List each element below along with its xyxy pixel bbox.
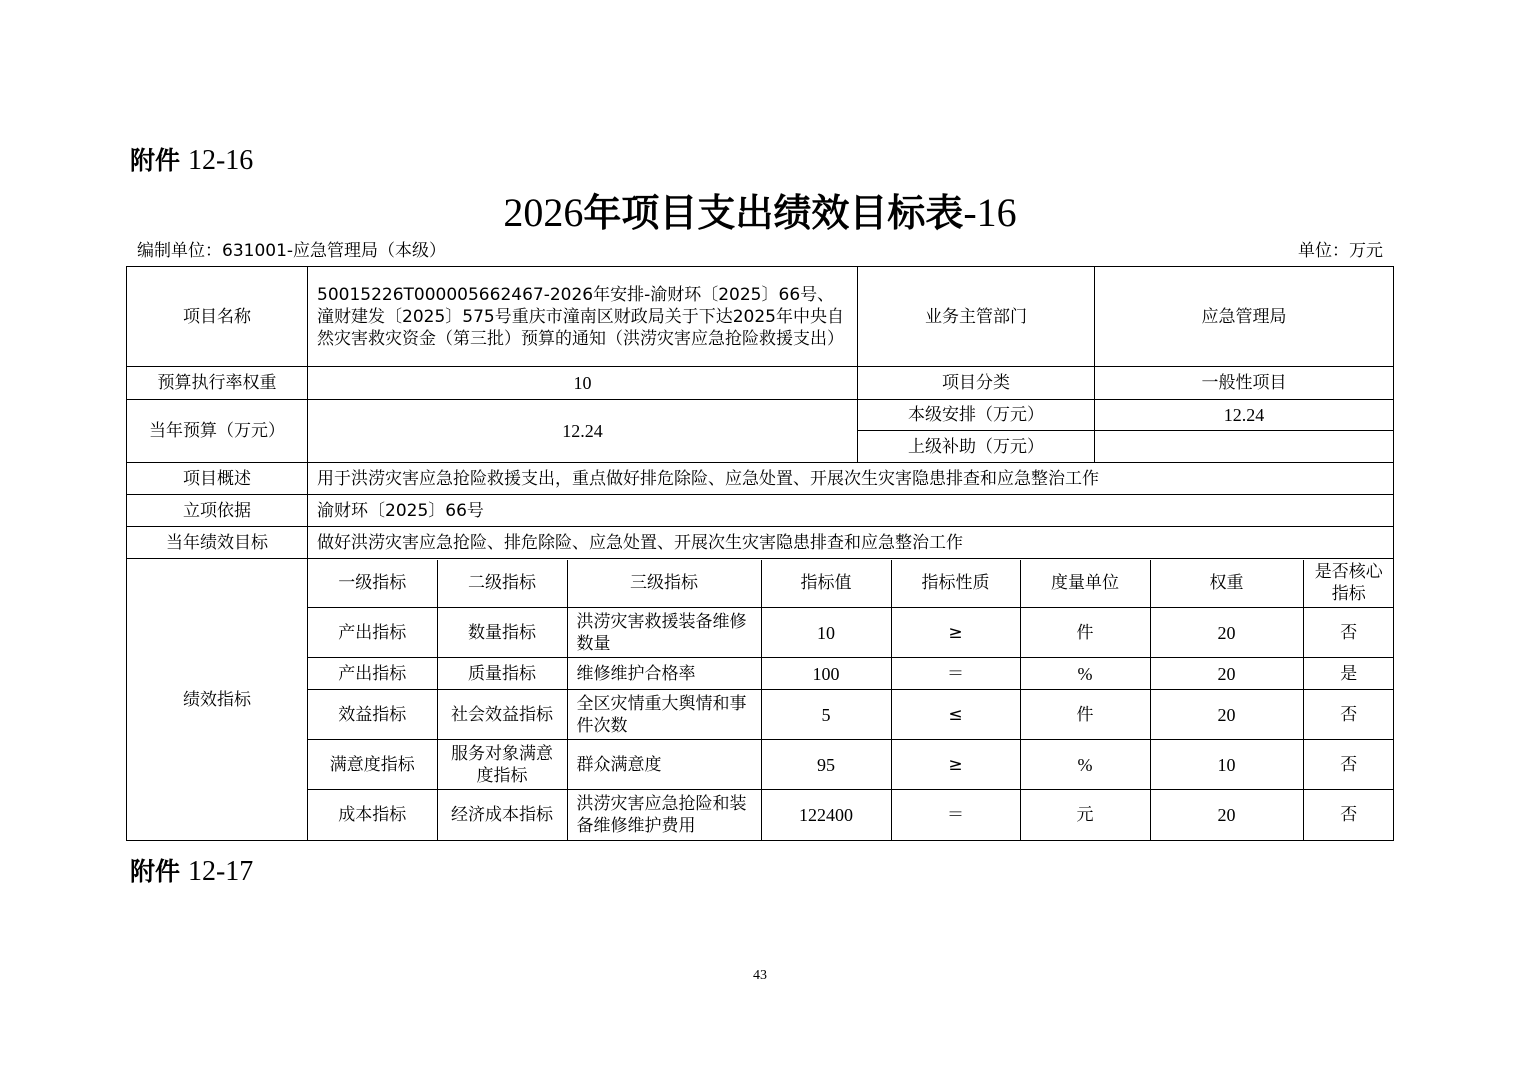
- performance-target-table: [126, 266, 1394, 841]
- category-label: 项目分类: [858, 367, 1095, 400]
- cell-level2: 服务对象满意度指标: [437, 740, 567, 790]
- title-text: 年项目支出绩效目标表: [583, 191, 964, 235]
- basis-label: 立项依据: [127, 495, 308, 527]
- header-weight: 权重: [1150, 560, 1303, 608]
- table-row: [308, 608, 1394, 658]
- cell-level3: 维修维护合格率: [567, 658, 761, 690]
- row-basis: [127, 495, 1394, 527]
- project-name-label: 项目名称: [127, 267, 308, 367]
- indicators-container: [308, 559, 1394, 841]
- dept-value: 应急管理局: [1095, 267, 1394, 367]
- cell-unit: 件: [1020, 608, 1150, 658]
- cell-unit: %: [1020, 658, 1150, 690]
- cell-level1: 满意度指标: [308, 740, 437, 790]
- cell-level2: 质量指标: [437, 658, 567, 690]
- basis-value: 渝财环〔2025〕66号: [308, 495, 1394, 527]
- superior-subsidy-label: 上级补助（万元）: [858, 431, 1095, 463]
- overview-value: 用于洪涝灾害应急抢险救援支出，重点做好排危除险、应急处置、开展次生灾害隐患排查和应急整治工作: [308, 463, 1394, 495]
- attachment-heading-bottom: [130, 857, 253, 887]
- cell-unit: 件: [1020, 690, 1150, 740]
- cell-weight: 20: [1150, 690, 1303, 740]
- table-row: [308, 658, 1394, 690]
- cell-nature: ≤: [891, 690, 1020, 740]
- cell-level2: 数量指标: [437, 608, 567, 658]
- cell-core: 否: [1303, 790, 1394, 840]
- row-overview: [127, 463, 1394, 495]
- cell-nature: ≥: [891, 740, 1020, 790]
- header-nature: 指标性质: [891, 560, 1020, 608]
- cell-weight: 20: [1150, 608, 1303, 658]
- attachment-label: 附件: [130, 146, 181, 175]
- header-level3: 三级指标: [567, 560, 761, 608]
- attachment-number: 12-16: [187, 145, 254, 176]
- indicators-header-row: [308, 560, 1394, 608]
- table-row: [308, 690, 1394, 740]
- row-annual-budget: [127, 400, 1394, 431]
- cell-nature: ＝: [891, 790, 1020, 840]
- row-budget-weight: [127, 367, 1394, 400]
- project-name-value: 50015226T000005662467-2026年安排-渝财环〔2025〕66号、潼财建发〔2025〕575号重庆市潼南区财政局关于下达2025年中央自然灾害救灾资金（第三批）预算的通知（洪涝灾害应急抢险救援支出）: [308, 267, 858, 367]
- attachment-number: 12-17: [187, 856, 254, 887]
- cell-level2: 社会效益指标: [437, 690, 567, 740]
- cell-core: 否: [1303, 740, 1394, 790]
- cell-value: 95: [761, 740, 891, 790]
- header-value: 指标值: [761, 560, 891, 608]
- category-value: 一般性项目: [1095, 367, 1394, 400]
- budget-rate-weight-value: 10: [308, 367, 858, 400]
- cell-core: 否: [1303, 690, 1394, 740]
- cell-level1: 产出指标: [308, 658, 437, 690]
- compiling-unit: 编制单位：631001-应急管理局（本级）: [137, 241, 447, 261]
- cell-level3: 洪涝灾害救援装备维修数量: [567, 608, 761, 658]
- cell-level3: 洪涝灾害应急抢险和装备维修维护费用: [567, 790, 761, 840]
- title-year: 2026: [503, 190, 584, 235]
- header-level1: 一级指标: [308, 560, 437, 608]
- superior-subsidy-value: [1095, 431, 1394, 463]
- overview-label: 项目概述: [127, 463, 308, 495]
- indicators-label: 绩效指标: [127, 559, 308, 841]
- goal-value: 做好洪涝灾害应急抢险、排危除险、应急处置、开展次生灾害隐患排查和应急整治工作: [308, 527, 1394, 559]
- row-project-name: [127, 267, 1394, 367]
- cell-nature: ＝: [891, 658, 1020, 690]
- cell-nature: ≥: [891, 608, 1020, 658]
- annual-budget-label: 当年预算（万元）: [127, 400, 308, 463]
- header-level2: 二级指标: [437, 560, 567, 608]
- row-indicators: [127, 559, 1394, 841]
- cell-weight: 10: [1150, 740, 1303, 790]
- page-number: 43: [753, 968, 767, 983]
- table-row: [308, 740, 1394, 790]
- row-annual-goal: [127, 527, 1394, 559]
- header-core: 是否核心指标: [1303, 560, 1394, 608]
- cell-unit: %: [1020, 740, 1150, 790]
- cell-level1: 成本指标: [308, 790, 437, 840]
- attachment-heading-top: [130, 146, 253, 176]
- dept-label: 业务主管部门: [858, 267, 1095, 367]
- table-row: [308, 790, 1394, 840]
- cell-weight: 20: [1150, 658, 1303, 690]
- cell-weight: 20: [1150, 790, 1303, 840]
- indicators-table: [308, 560, 1394, 840]
- attachment-label: 附件: [130, 857, 181, 886]
- cell-value: 100: [761, 658, 891, 690]
- page-title: [0, 190, 1520, 236]
- currency-unit: 单位：万元: [1298, 241, 1383, 261]
- cell-unit: 元: [1020, 790, 1150, 840]
- header-unit: 度量单位: [1020, 560, 1150, 608]
- cell-core: 是: [1303, 658, 1394, 690]
- goal-label: 当年绩效目标: [127, 527, 308, 559]
- local-arrangement-label: 本级安排（万元）: [858, 400, 1095, 431]
- local-arrangement-value: 12.24: [1095, 400, 1394, 431]
- cell-level2: 经济成本指标: [437, 790, 567, 840]
- cell-level3: 群众满意度: [567, 740, 761, 790]
- cell-value: 122400: [761, 790, 891, 840]
- cell-level3: 全区灾情重大舆情和事件次数: [567, 690, 761, 740]
- budget-rate-weight-label: 预算执行率权重: [127, 367, 308, 400]
- cell-level1: 产出指标: [308, 608, 437, 658]
- cell-core: 否: [1303, 608, 1394, 658]
- cell-level1: 效益指标: [308, 690, 437, 740]
- cell-value: 5: [761, 690, 891, 740]
- title-suffix: -16: [963, 190, 1017, 235]
- cell-value: 10: [761, 608, 891, 658]
- annual-budget-value: 12.24: [308, 400, 858, 463]
